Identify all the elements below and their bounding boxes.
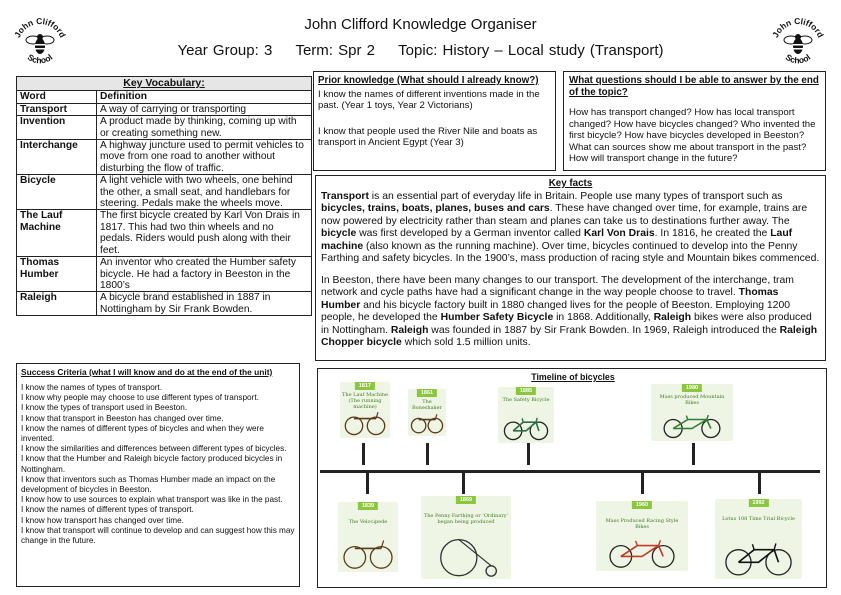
key-fact-text: and his bicycle factory built in 1880 changed lives for the people of Beeston. Employing 1200 people, he developed the [321,299,791,323]
logo-school-text: School [783,51,813,66]
key-fact-text: . These have changed over time, for example, trains are now powered by electricity rather than steam and planes can take us to destinations further away. The [321,203,808,227]
success-criteria-item: I know the names of different types of transport. [21,505,194,515]
bicycle-icon [340,407,390,436]
timeline-tick [692,443,695,465]
vocabulary-word: The Lauf Machine [17,210,97,257]
vocabulary-row [17,257,312,292]
bicycle-icon [408,410,446,434]
timeline-caption: The Penny Farthing or ‘Ordinary’ began being produced [423,513,509,525]
timeline-card [408,389,446,436]
vocabulary-definition: A bicycle brand established in 1887 in Nottingham by Sir Frank Bowden. [97,292,312,316]
timeline-year: 1861 [417,389,437,397]
timeline-box [317,368,827,588]
key-fact-text: is an essential part of everyday life in Britain. People use many types of transport such as [368,190,783,202]
success-criteria-item: I know that inventors such as Thomas Humber made an impact on the development of bicycles in Beeston. [21,474,276,495]
key-fact-highlight: Raleigh [653,312,692,323]
success-criteria-item: I know that transport will continue to develop and can suggest how this may change in the future. [21,525,295,546]
logo-name-text: John Clifford [12,15,68,40]
success-criteria-title: Success Criteria (what I will know and do at the end of the unit) [21,367,273,377]
timeline-card [338,502,398,572]
vocabulary-word: Invention [17,116,97,140]
prior-knowledge-item: I know that people used the River Nile and boats as transport in Ancient Egypt (Year 3) [318,125,538,148]
questions-text: How has transport changed? How has local transport changed? How have bicycles changed? Who invented the first bicycle? How have bicycles developed in Beeston? What can sources show me about transport in the past? How will transport change in the future? [569,107,816,165]
questions-title: What questions should I be able to answer by the end of the topic? [569,75,819,98]
timeline-year: 1980 [682,384,702,392]
prior-knowledge-box [313,71,556,171]
prior-knowledge-title: Prior knowledge (What should I already know?) [318,75,539,86]
timeline-caption: The Safety Bicycle [502,397,550,403]
success-criteria-item: I know how to use sources to explain what transport was like in the past. [21,495,283,505]
key-fact-text: which sold 1.5 million units. [401,337,531,348]
timeline-card [340,382,390,438]
success-criteria-list [21,383,295,546]
key-fact-highlight: Humber Safety Bicycle [440,312,554,323]
timeline-year: 1817 [355,382,375,390]
prior-knowledge-item: I know the names of different inventions made in the past. (Year 1 toys, Year 2 Victorians) [318,88,540,111]
vocabulary-word: Raleigh [17,292,97,316]
vocabulary-definition: A way of carrying or transporting [97,103,312,115]
timeline-year: 1869 [456,496,476,504]
timeline-caption: The Lauf Machine (The running machine) [342,392,388,410]
term: Term: Spr 2 [295,42,375,59]
timeline-caption: The Velocipede [348,519,388,525]
vocabulary-row [17,175,312,210]
timeline-tick [366,472,369,494]
success-criteria-item: I know how transport has changed over time. [21,515,184,525]
key-fact-highlight: Lauf machine [321,228,793,252]
timeline-axis [320,470,820,473]
vocabulary-word: Bicycle [17,175,97,210]
key-fact-highlight: bicycle [321,228,357,239]
vocabulary-col-definition: Definition [97,91,312,103]
timeline-card [651,384,733,441]
timeline-tick [362,443,365,465]
key-fact-highlight: bicycles, trains, boats, planes, buses and cars [321,203,550,214]
timeline-caption: Mass produced Mountain Bikes [659,394,725,406]
timeline-tick [462,472,465,494]
vocabulary-row [17,103,312,115]
key-fact-text: In Beeston, there have been many changes to our transport. The development of the interchange, tram network and cycle paths have had a significant change in the way people choose to travel. [321,274,794,298]
success-criteria-item: I know the similarities and differences between different types of bicycles. [21,444,287,454]
timeline-caption: The Boneshaker [411,399,442,411]
success-criteria-item: I know that the Humber and Raleigh bicycle factory produced bicycles in Nottingham. [21,454,283,474]
topic: Topic: History – Local study (Transport) [398,42,664,59]
vocabulary-row [17,116,312,140]
year-group: Year Group: 3 [177,42,273,59]
timeline-year: 1885 [516,387,536,395]
school-logo-right [766,12,830,76]
key-facts-paragraph-1 [321,191,820,266]
bicycle-icon [651,409,733,439]
key-fact-highlight: Transport [321,190,369,202]
timeline-tick [758,472,761,494]
key-fact-text: . In 1816, he created the [654,228,771,239]
key-facts-paragraph-2 [321,275,820,350]
vocabulary-row [17,210,312,257]
school-logo-left [8,12,72,76]
key-fact-text: was founded in 1887 by Sir Frank Bowden. In 1969, Raleigh introduced the [428,324,780,336]
timeline-card [498,387,554,443]
key-facts-box [315,175,826,361]
timeline-card [715,499,802,579]
key-fact-highlight: Raleigh [390,324,429,336]
key-fact-highlight: Karl Von Drais [583,228,655,239]
timeline-year: 1839 [358,502,378,510]
bicycle-icon [421,534,511,577]
vocabulary-definition: A product made by thinking, coming up with or creating something new. [97,116,312,140]
page-title: John Clifford Knowledge Organiser [304,16,537,33]
timeline-title: Timeline of bicycles [531,372,615,382]
vocabulary-definition: A highway juncture used to permit vehicles to move from one road to another without disturbing the flow of traffic. [97,140,312,175]
vocabulary-definition: An inventor who created the Humber safety bicycle. He had a factory in Beeston in the 1800’s [97,257,312,292]
key-fact-text: bikes were also produced in Nottingham. [321,312,812,336]
vocabulary-definition: A light vehicle with two wheels, one behind the other, a small seat, and handlebars for steering. Pedals make the wheels move. [97,175,312,210]
timeline-year: 1992 [748,499,768,507]
key-fact-highlight: Thomas Humber [321,287,779,311]
timeline-card [421,496,511,579]
vocabulary-definition: The first bicycle created by Karl Von Drais in 1817. This had two thin wheels and no pedals. Riders would push along with their feet. [97,210,312,257]
bicycle-icon [338,534,398,570]
timeline-year: 1960 [632,501,652,509]
vocabulary-row [17,292,312,316]
timeline-tick [527,443,530,465]
vocabulary-word: Transport [17,103,97,115]
logo-name-text: John Clifford [770,15,826,40]
timeline-caption: Lotus 108 Time Trial Bicycle [722,516,795,522]
logo-school-text: School [25,51,55,66]
page-subtitle [0,42,841,59]
vocabulary-col-word: Word [17,91,97,103]
bee-logo-icon [8,12,72,76]
success-criteria-box [16,363,300,587]
success-criteria-item: I know the names of types of transport. [21,383,163,392]
key-fact-text: (also known as the running machine). Over time, bicycles continued to develop into the Penny Farthing and safety bicycles. In the 1900’s, mass production of racing style and Mountain bikes commenced. [321,240,820,264]
key-fact-highlight: Raleigh Chopper bicycle [321,324,818,348]
bicycle-icon [715,535,802,577]
vocabulary-rows [17,103,312,315]
bicycle-icon [498,412,554,441]
vocabulary-title: Key Vocabulary: [17,77,312,91]
timeline-card [596,501,688,571]
success-criteria-item: I know the types of transport used in Beeston. [21,403,188,413]
key-fact-text: in 1868. Additionally, [553,312,654,323]
success-criteria-item: I know that transport in Beeston has changed over time. [21,413,224,423]
timeline-caption: Mass Produced Racing Style Bikes [605,518,679,530]
questions-box [563,71,826,171]
key-fact-text: was first developed by a German inventor called [356,228,584,239]
vocabulary-word: Thomas Humber [17,257,97,292]
vocabulary-row [17,140,312,175]
vocabulary-word: Interchange [17,140,97,175]
timeline-tick [641,472,644,494]
timeline-tick [426,443,429,465]
success-criteria-item: I know the names of different types of bicycles and when they were invented. [21,423,264,444]
success-criteria-item: I know why people may choose to use different types of transport. [21,393,259,403]
vocabulary-table [16,76,312,316]
bee-logo-icon [766,12,830,76]
bicycle-icon [596,533,688,569]
key-facts-title: Key facts [548,178,593,189]
